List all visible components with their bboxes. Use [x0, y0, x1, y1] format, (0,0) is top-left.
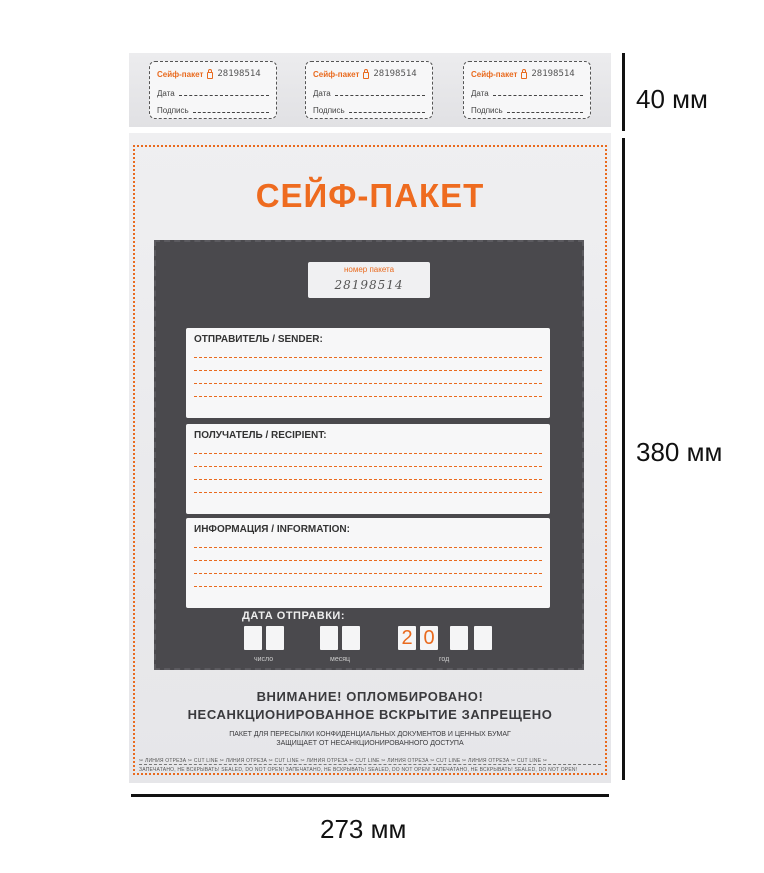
- seal-date-label: Дата: [471, 89, 489, 98]
- day-cell: [244, 626, 262, 650]
- seal-number: 28198514: [531, 69, 575, 79]
- bag-width-label: 273 мм: [320, 814, 407, 844]
- information-label: ИНФОРМАЦИЯ / INFORMATION:: [194, 524, 350, 535]
- note-line-2: ЗАЩИЩАЕТ ОТ НЕСАНКЦИОНИРОВАННОГО ДОСТУПА: [276, 740, 464, 747]
- seal-strip: [129, 53, 611, 127]
- cut-line: [139, 764, 601, 765]
- recipient-label: ПОЛУЧАТЕЛЬ / RECIPIENT:: [194, 430, 327, 441]
- note-line-1: ПАКЕТ ДЛЯ ПЕРЕСЫЛКИ КОНФИДЕНЦИАЛЬНЫХ ДОКУМЕНТОВ И ЦЕННЫХ БУМАГ: [229, 731, 511, 738]
- warning-line-1: ВНИМАНИЕ! ОПЛОМБИРОВАНО!: [256, 689, 484, 704]
- sender-label: ОТПРАВИТЕЛЬ / SENDER:: [194, 334, 323, 345]
- seal-sticker: [305, 61, 433, 119]
- lock-icon: [363, 72, 369, 79]
- package-number-label: номер пакета: [343, 265, 395, 274]
- seal-title: Сейф-пакет: [471, 69, 518, 79]
- cut-line-text: ✂ ЛИНИЯ ОТРЕЗА ✂ CUT LINE ✂ ЛИНИЯ ОТРЕЗА ✂ CUT LINE ✂ ЛИНИЯ ОТРЕЗА ✂ CUT LINE ✂ ЛИНИЯ ОТРЕЗА ✂ CUT LINE ✂ ЛИНИЯ ОТРЕЗА ✂ CUT LINE ✂: [139, 758, 548, 764]
- year-label: год: [439, 656, 450, 663]
- bag-title: СЕЙФ-ПАКЕТ: [255, 177, 485, 214]
- sealed-line-text: ЗАПЕЧАТАНО, НЕ ВСКРЫВАТЬ! SEALED, DO NOT OPEN! ЗАПЕЧАТАНО, НЕ ВСКРЫВАТЬ! SEALED, DO NOT OPEN! ЗАПЕЧАТАНО, НЕ ВСКРЫВАТЬ! SEALED, DO NOT OPEN!: [139, 767, 578, 773]
- bag-height-label: 380 мм: [636, 437, 723, 467]
- day-cell: [266, 626, 284, 650]
- seal-title: Сейф-пакет: [313, 69, 360, 79]
- information-field: [186, 518, 550, 608]
- seal-sticker: [149, 61, 277, 119]
- form-panel: [154, 240, 584, 670]
- year-cell: [450, 626, 468, 650]
- safe-bag: [129, 53, 611, 783]
- bag-width-bar: [131, 794, 609, 797]
- lock-icon: [207, 72, 213, 79]
- seal-sign-label: Подпись: [471, 106, 503, 115]
- seal-date-label: Дата: [157, 89, 175, 98]
- flap-height-bar: [622, 53, 625, 131]
- seal-date-label: Дата: [313, 89, 331, 98]
- recipient-field: [186, 424, 550, 514]
- package-number: 28198514: [334, 278, 404, 292]
- month-cell: [342, 626, 360, 650]
- seal-title: Сейф-пакет: [157, 69, 204, 79]
- sender-field: [186, 328, 550, 418]
- seal-sticker: [463, 61, 591, 119]
- seal-sign-label: Подпись: [313, 106, 345, 115]
- year-cell: 0: [420, 626, 438, 650]
- year-cell: [474, 626, 492, 650]
- seal-number: 28198514: [217, 69, 261, 79]
- seal-number: 28198514: [373, 69, 417, 79]
- date-label: ДАТА ОТПРАВКИ:: [242, 610, 345, 622]
- bag-height-bar: [622, 138, 625, 780]
- flap-height-label: 40 мм: [636, 84, 708, 114]
- seal-sign-label: Подпись: [157, 106, 189, 115]
- day-label: число: [254, 656, 274, 663]
- month-label: месяц: [330, 656, 351, 663]
- year-cell: 2: [398, 626, 416, 650]
- month-cell: [320, 626, 338, 650]
- package-number-box: [308, 262, 430, 298]
- bag-body: [129, 133, 611, 783]
- lock-icon: [521, 72, 527, 79]
- warning-line-2: НЕСАНКЦИОНИРОВАННОЕ ВСКРЫТИЕ ЗАПРЕЩЕНО: [187, 707, 553, 722]
